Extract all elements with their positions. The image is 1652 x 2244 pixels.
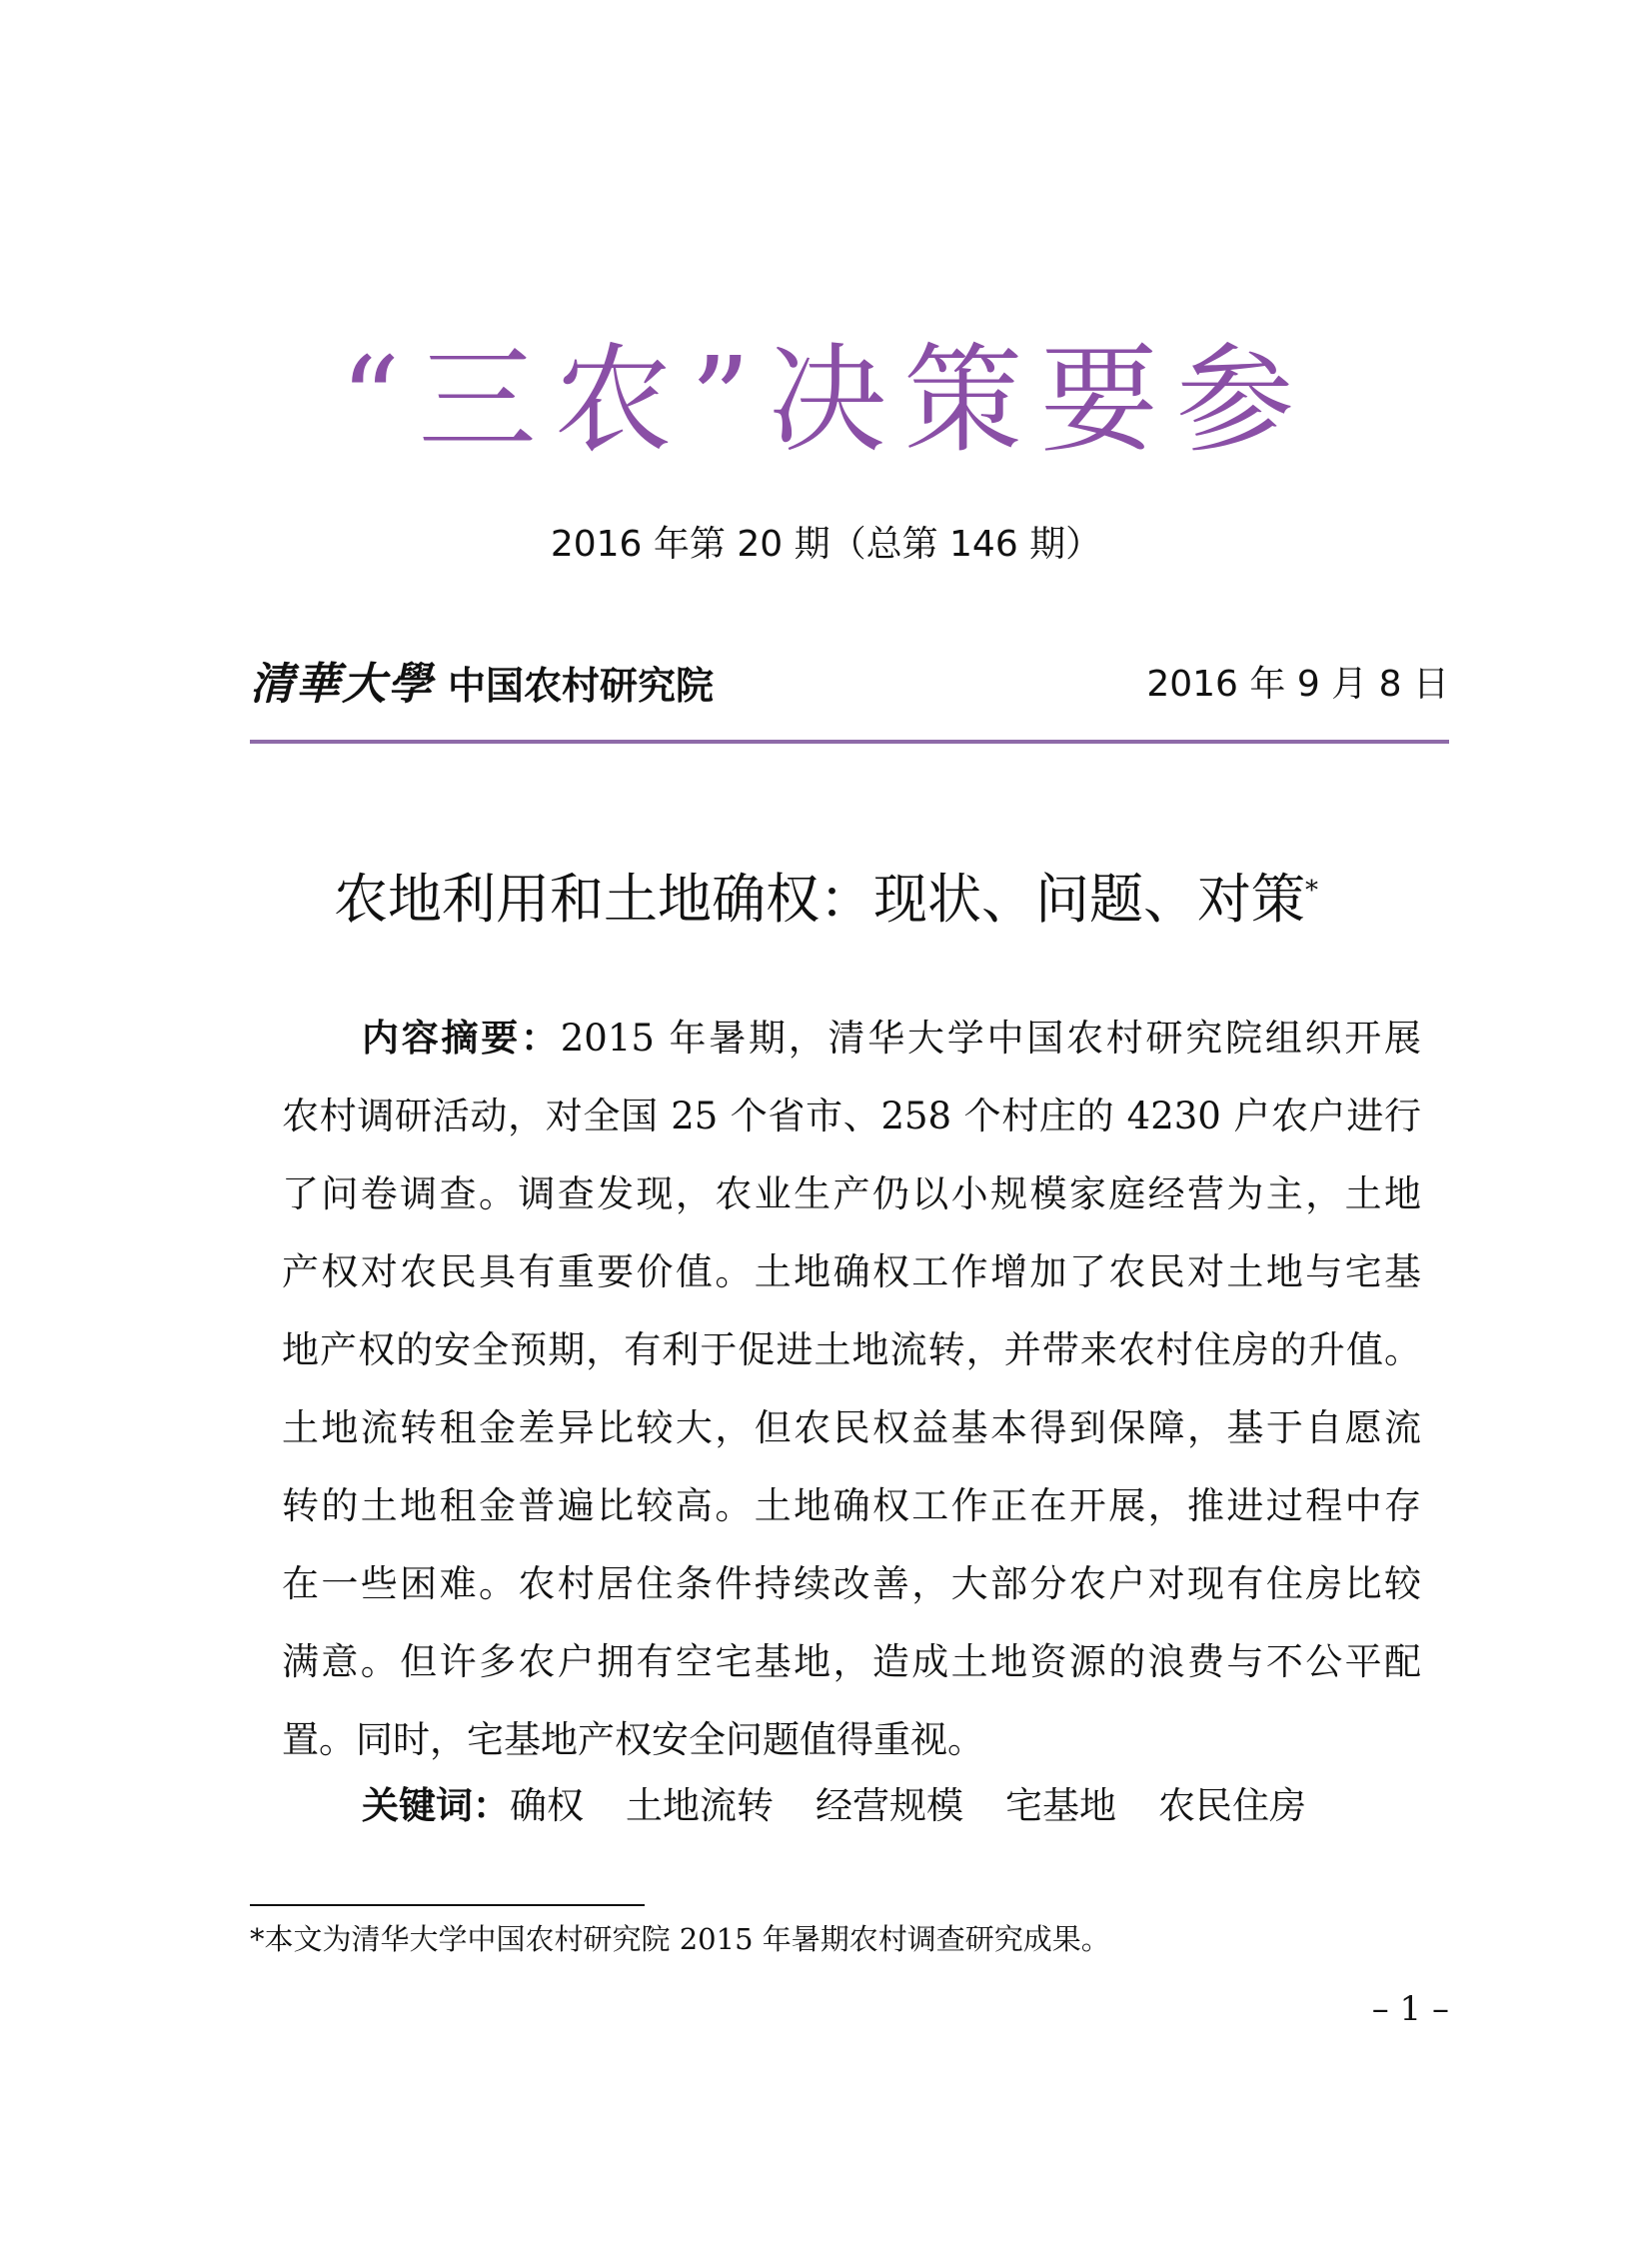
keyword: 土地流转	[626, 1784, 774, 1827]
abstract-label: 内容摘要：	[362, 1017, 561, 1060]
abstract-line	[282, 1000, 1421, 1078]
header-divider	[250, 740, 1449, 744]
article-title-text: 农地利用和土地确权：现状、问题、对策	[334, 868, 1305, 931]
footnote: *本文为清华大学中国农村研究院 2015 年暑期农村调查研究成果。	[250, 1922, 1110, 1956]
abstract-line: 置。同时，宅基地产权安全问题值得重视。	[282, 1718, 984, 1761]
page-number: – 1 –	[1371, 1989, 1449, 2029]
keywords-label: 关键词：	[362, 1784, 510, 1827]
abstract-line: 地产权的安全预期，有利于促进土地流转，并带来农村住房的升值。	[282, 1328, 1421, 1371]
abstract	[282, 1000, 1421, 1779]
publisher-row	[250, 655, 1449, 715]
abstract-text: 2015 年暑期，清华大学中国农村研究院组织开展	[560, 1017, 1421, 1060]
footnote-marker: *	[1305, 876, 1318, 906]
publication-date: 2016 年 9 月 8 日	[1146, 664, 1449, 705]
keyword: 宅基地	[1005, 1784, 1116, 1827]
institute-name: 中国农村研究院	[448, 663, 715, 708]
keyword: 确权	[510, 1784, 584, 1827]
abstract-line: 土地流转租金差异比较大，但农民权益基本得到保障，基于自愿流	[282, 1406, 1421, 1449]
abstract-line: 农村调研活动，对全国 25 个省市、258 个村庄的 4230 户农户进行	[282, 1095, 1421, 1137]
keywords	[362, 1767, 1348, 1845]
publisher	[250, 655, 714, 724]
masthead-title: “三农”决策要参	[340, 331, 1312, 469]
footnote-divider	[250, 1904, 645, 1906]
abstract-line: 转的土地租金普遍比较高。土地确权工作正在开展，推进过程中存	[282, 1484, 1421, 1527]
abstract-line: 产权对农民具有重要价值。土地确权工作增加了农民对土地与宅基	[282, 1250, 1421, 1293]
keyword: 经营规模	[816, 1784, 963, 1827]
article-title	[0, 860, 1652, 940]
university-logo-text: 清華大學	[250, 659, 434, 710]
abstract-line: 了问卷调查。调查发现，农业生产仍以小规模家庭经营为主，土地	[282, 1172, 1421, 1215]
abstract-line: 满意。但许多农户拥有空宅基地，造成土地资源的浪费与不公平配	[282, 1640, 1421, 1683]
issue-number: 2016 年第 20 期（总第 146 期）	[550, 524, 1102, 565]
abstract-line: 在一些困难。农村居住条件持续改善，大部分农户对现有住房比较	[282, 1562, 1421, 1605]
keyword: 农民住房	[1158, 1784, 1306, 1827]
